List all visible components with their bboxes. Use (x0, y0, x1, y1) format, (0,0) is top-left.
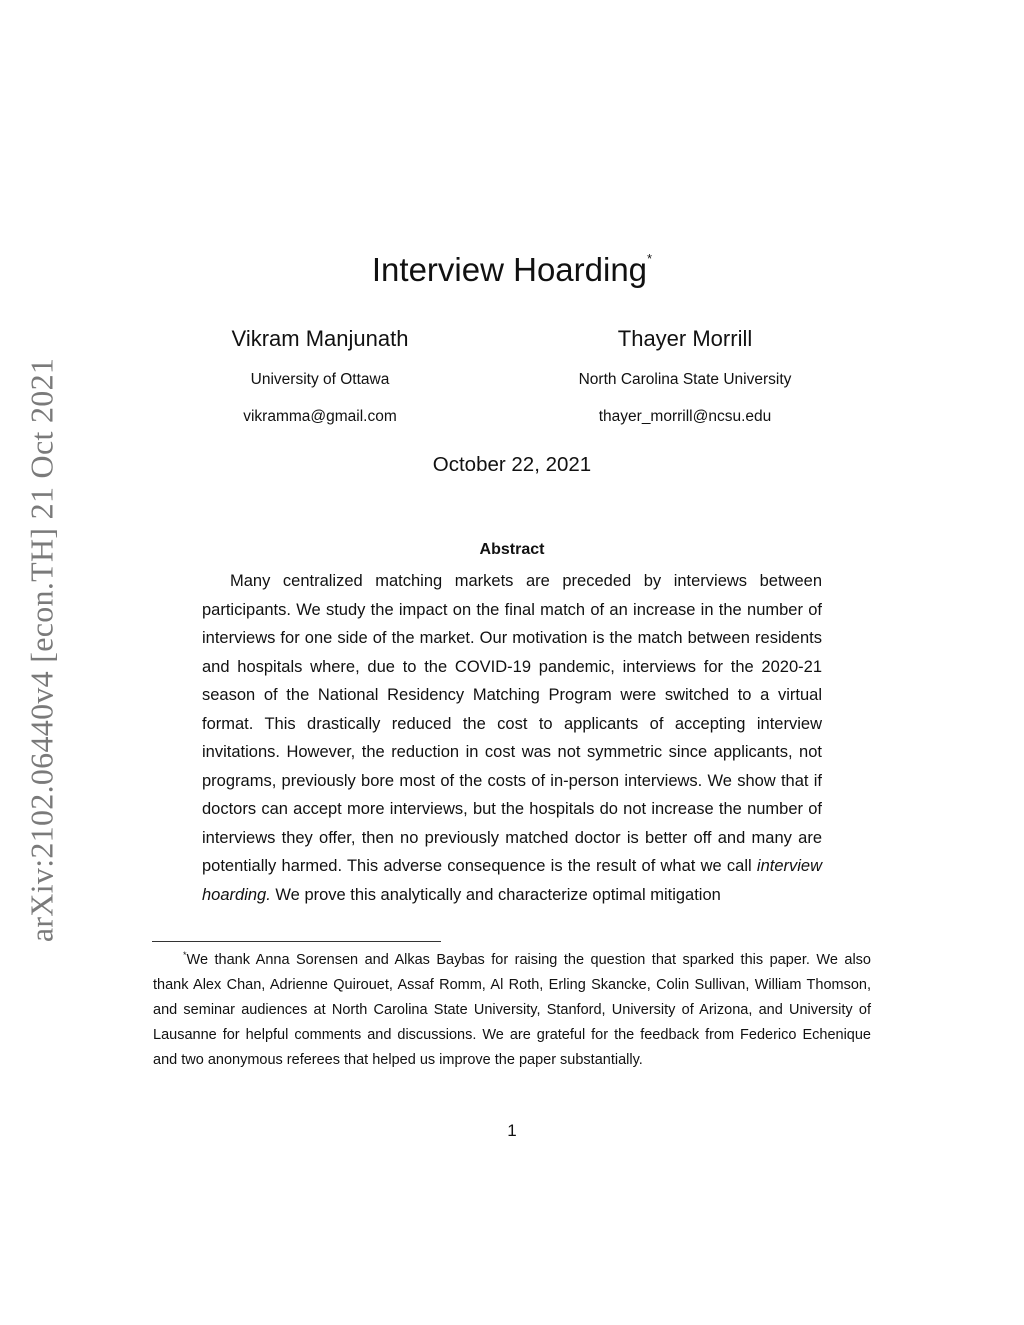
abstract-italic-term: interview hoarding. (202, 857, 823, 904)
author-email: vikramma@gmail.com (243, 408, 397, 425)
footnote (153, 943, 871, 1073)
footnote-divider (152, 941, 441, 942)
abstract-body (202, 567, 822, 909)
paper-title-text: Interview Hoarding (371, 251, 648, 288)
abstract-text-main: Many centralized matching markets are preceded by interviews between participants. We study the impact on the final match of an increase in the number of interviews for one side of the market. Our motivation is the match between residents and hospitals where, due to the COVID-19 pandemic, interviews for the 2020-21 season of the National Residency Matching Program were switched to a virtual format. This drastically reduced the cost to applicants of accepting interview invitations. However, the reduction in cost was not symmetric since applicants, not programs, previously bore most of the costs of in-person interviews. We show that if doctors can accept more interviews, but the hospitals do not increase the number of interviews they offer, then no previously matched doctor is better off and many are potentially harmed. This adverse consequence is the result of what we call (202, 572, 822, 875)
author-email: thayer_morrill@ncsu.edu (598, 408, 772, 425)
arxiv-identifier-stamp: arXiv:2102.06440v4 [econ.TH] 21 Oct 2021 (23, 357, 60, 943)
abstract-heading: Abstract (479, 541, 545, 558)
paper-date: October 22, 2021 (432, 453, 592, 476)
author-affiliation: North Carolina State University (578, 371, 792, 388)
author-block-2 (505, 322, 865, 427)
abstract-text-tail: We prove this analytically and characterize optimal mitigation (275, 885, 721, 904)
footnote-text: We thank Anna Sorensen and Alkas Baybas for raising the question that sparked this paper. We also thank Alex Chan, Adrienne Quirouet, Assaf Romm, Al Roth, Erling Skancke, Colin Sullivan, William Thomson, and seminar audiences at North Carolina State University, Stanford, University of Arizona, and University of Lausanne for helpful comments and discussions. We are grateful for the feedback from Federico Echenique and two anonymous referees that helped us improve the paper substantially. (153, 952, 871, 1068)
page-number: 1 (507, 1121, 517, 1140)
paper-title (0, 238, 1024, 291)
footnote-mark: * (183, 950, 187, 960)
author-block-1 (140, 322, 500, 427)
author-affiliation: University of Ottawa (250, 371, 390, 388)
title-footnote-mark: * (647, 251, 653, 266)
author-name: Vikram Manjunath (231, 326, 409, 351)
author-name: Thayer Morrill (617, 326, 753, 351)
